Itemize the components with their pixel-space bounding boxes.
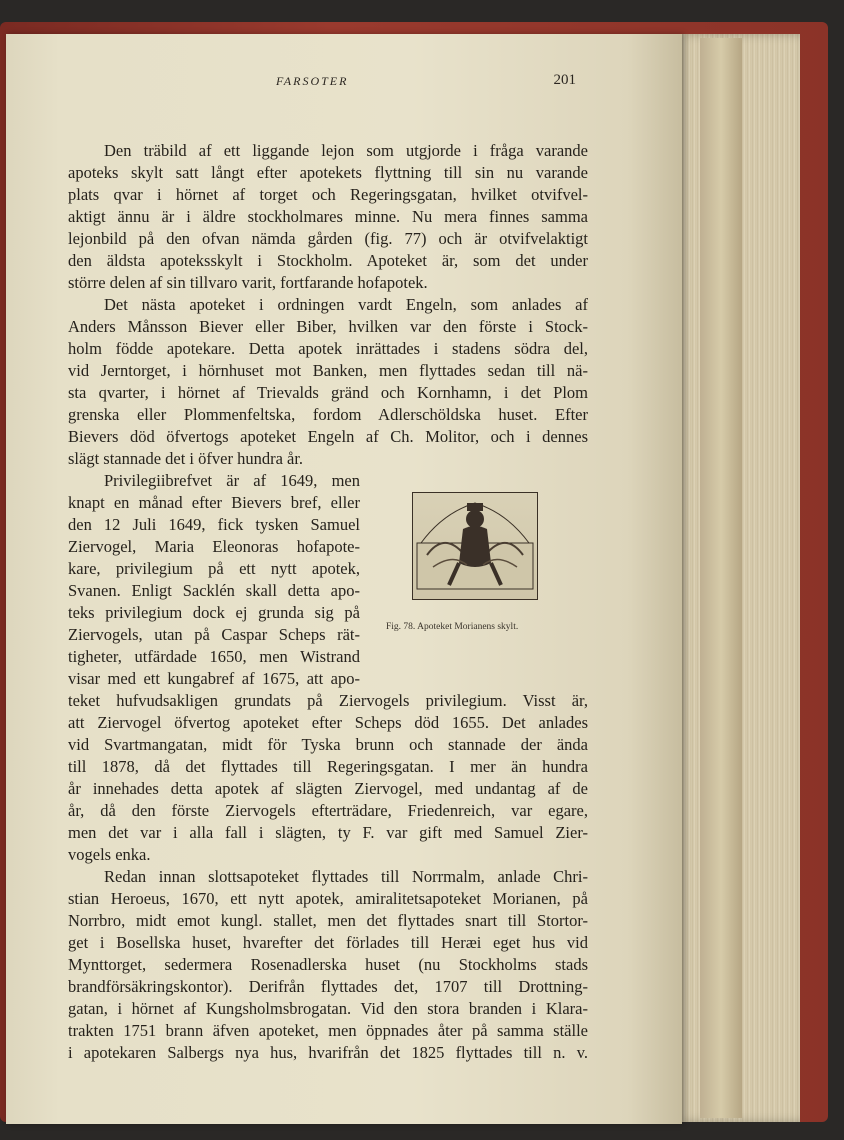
text-line: sta qvarter, i hörnet af Trievalds gränd och Kornhamn, i det Plom [68, 383, 588, 402]
text-line: Redan innan slottsapoteket flyttades till Norrmalm, anlade Chri- [104, 867, 588, 886]
text-line: grenska eller Plommenfeltska, fordom Adlerschöldska huset. Efter [68, 405, 588, 424]
text-line: slägt stannade det i öfver hundra år. [68, 449, 304, 468]
text-line: gatan, i hörnet af Kungsholmsbrogatan. Vid den stora branden i Klara- [68, 999, 588, 1018]
text-line: trakten 1751 brann äfven apoteket, men öppnades åter på samma ställe [68, 1021, 588, 1040]
text-line: visar med ett kungabref af 1675, att apo- [68, 669, 360, 688]
text-line: brandförsäkringskontor). Derifrån flyttades det, 1707 till Drottning- [68, 977, 588, 996]
text-line: teks privilegium dock ej grunda sig på [68, 603, 360, 622]
text-line: plats qvar i hörnet af torget och Regeringsgatan, hvilket otvifvel- [68, 185, 588, 204]
text-line: apoteks skylt satt långt efter apotekets flyttning till sin nu varande [68, 163, 588, 182]
text-line: Ziervogels, utan på Caspar Scheps rät- [68, 625, 360, 644]
text-line: den 12 Juli 1649, fick tysken Samuel [68, 515, 360, 534]
running-title: FARSOTER [276, 74, 349, 88]
text-line: år, då den förste Ziervogels efterträdare, Friedenreich, var egare, [68, 801, 588, 820]
text-line: stian Heroeus, 1670, ett nytt apotek, amiralitetsapoteket Morianen, på [68, 889, 588, 908]
text-line: aktigt ännu är i äldre stockholmares minne. Nu mera finnes samma [68, 207, 588, 226]
text-line: Mynttorget, sedermera Rosenadlerska huset (nu Stockholms stads [68, 955, 588, 974]
page-header [276, 74, 656, 96]
figure-illustration [412, 492, 538, 600]
text-line: Ziervogel, Maria Eleonoras hofapote- [68, 537, 360, 556]
text-line: holm födde apotekare. Detta apotek inrättades i stadens södra del, [68, 339, 588, 358]
page-number: 201 [553, 72, 576, 88]
figure-caption: Fig. 78. Apoteket Morianens skylt. [386, 622, 519, 632]
text-line: vogels enka. [68, 845, 151, 864]
text-line: att Ziervogel öfvertog apoteket efter Scheps död 1655. Det anlades [68, 713, 588, 732]
text-line: vid Svartmangatan, midt för Tyska brunn och stannade der ända [68, 735, 588, 754]
text-line: år innehades detta apotek af slägten Ziervogel, med undantag af de [68, 779, 588, 798]
text-line: den äldsta apoteksskylt i Stockholm. Apoteket är, som det under [68, 251, 588, 270]
page-edges-shadow [700, 38, 742, 1118]
text-line: lejonbild på den ofvan nämda gården (fig. 77) och är otvifvelaktigt [68, 229, 588, 248]
text-line: kare, privilegium på ett nytt apotek, [68, 559, 360, 578]
text-line: Norrbro, midt emot kungl. stallet, men det flyttades snart till Stortor- [68, 911, 588, 930]
text-line: Den träbild af ett liggande lejon som utgjorde i fråga varande [104, 141, 588, 160]
text-line: Bievers död öfvertogs apoteket Engeln af Ch. Molitor, och i dennes [68, 427, 588, 446]
moor-sign-illustration [413, 493, 537, 599]
text-line: Privilegiibrefvet är af 1649, men [104, 471, 360, 490]
text-line: men det var i alla fall i slägten, ty F. var gift med Samuel Zier- [68, 823, 588, 842]
text-line: större delen af sin tillvaro varit, fortfarande hofapotek. [68, 273, 428, 292]
text-line: vid Jerntorget, i hörnhuset mot Banken, men flyttades sedan till nä- [68, 361, 588, 380]
text-line: till 1878, då det flyttades till Regeringsgatan. I mer än hundra [68, 757, 588, 776]
text-line: get i Bosellska huset, hvarefter det förlades till Heræi eget hus vid [68, 933, 588, 952]
text-line: knapt en månad efter Bievers bref, eller [68, 493, 360, 512]
text-line: tigheter, utfärdade 1650, men Wistrand [68, 647, 360, 666]
text-line: Svanen. Enligt Sacklén skall detta apo- [68, 581, 360, 600]
text-line: Det nästa apoteket i ordningen vardt Engeln, som anlades af [104, 295, 588, 314]
text-line: i apotekaren Salbergs nya hus, hvarifrån det 1825 flyttades till n. v. [68, 1043, 588, 1062]
text-line: Anders Månsson Biever eller Biber, hvilken var den förste i Stock- [68, 317, 588, 336]
text-line: teket hufvudsakligen grundats på Ziervogels privilegium. Visst är, [68, 691, 588, 710]
